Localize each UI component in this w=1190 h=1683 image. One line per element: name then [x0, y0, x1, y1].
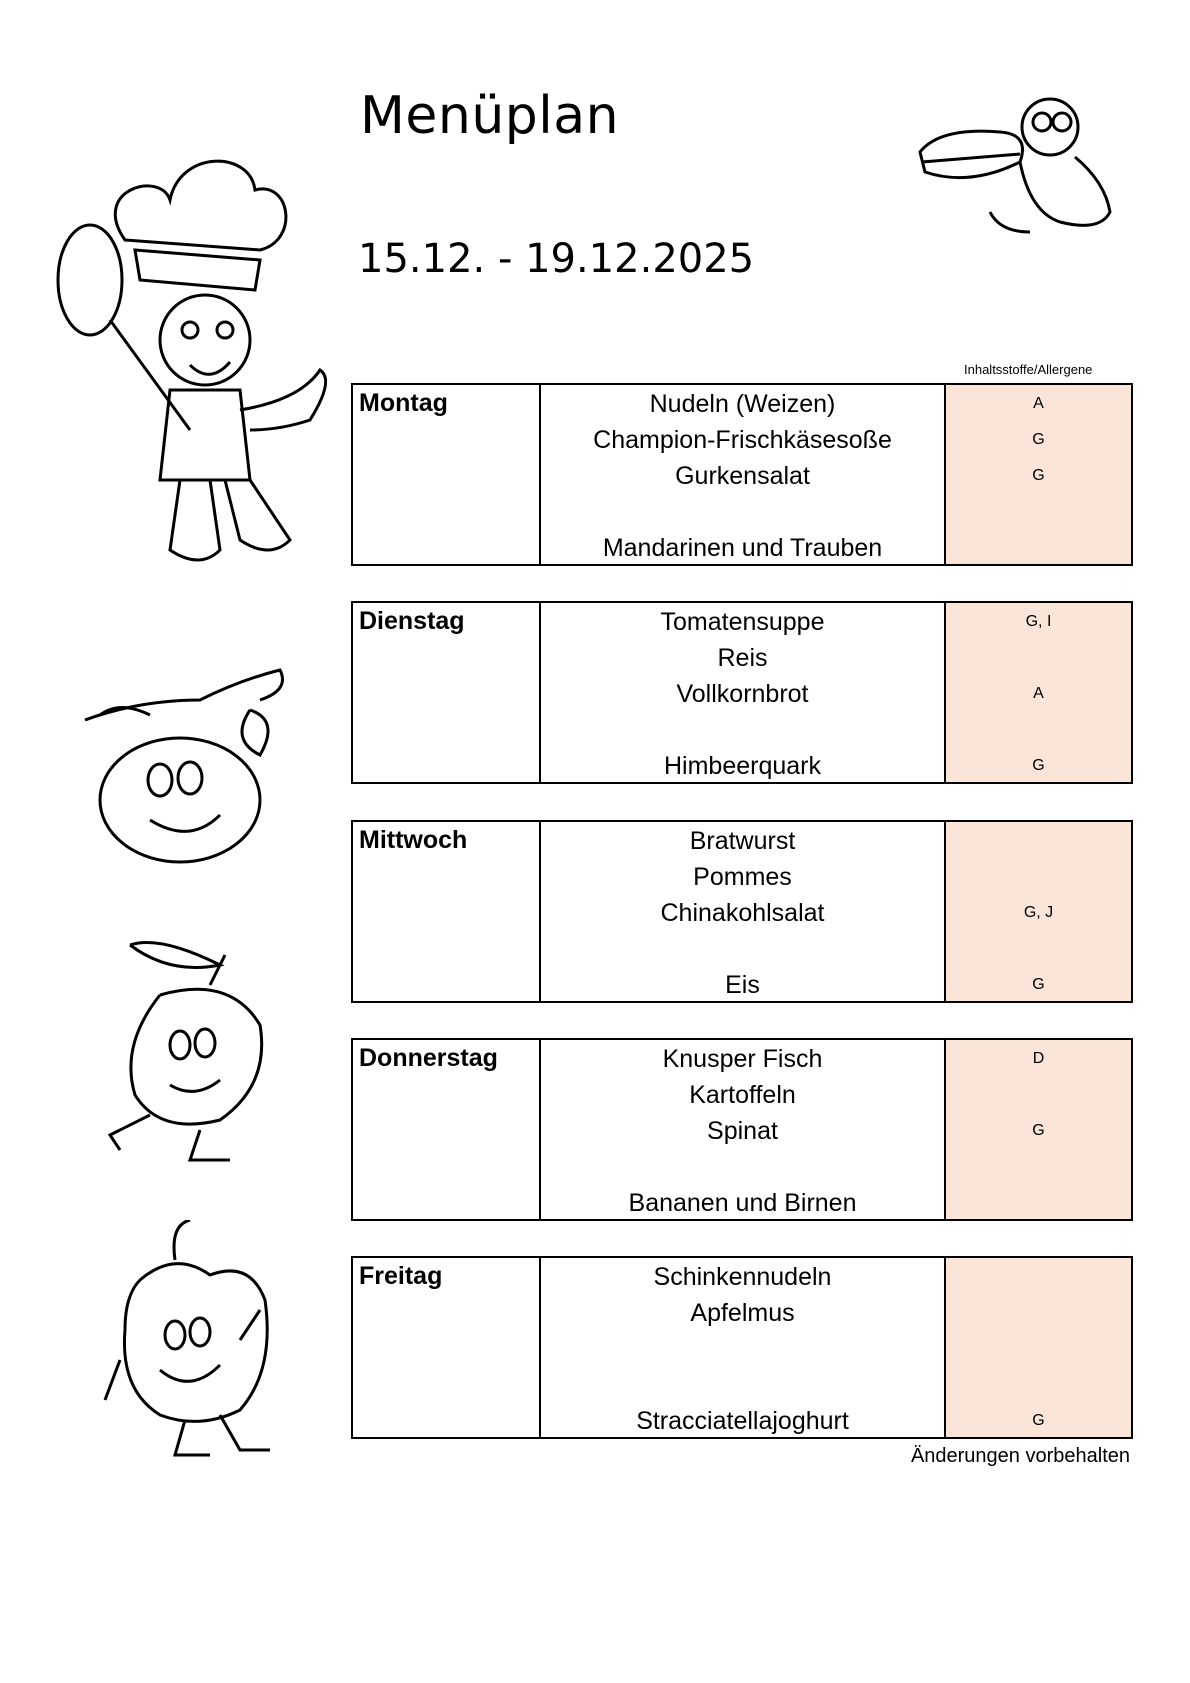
- meal-list: [541, 822, 946, 1001]
- pear-character-icon: [100, 935, 270, 1165]
- apple-character-icon: [80, 660, 295, 875]
- allergen-code: A: [1033, 685, 1044, 702]
- date-range: 15.12. - 19.12.2025: [358, 236, 755, 282]
- dish: Bratwurst: [689, 827, 796, 855]
- day-table-mittwoch: [351, 820, 1133, 1003]
- dish: Apfelmus: [690, 1299, 795, 1327]
- allergen-code: A: [1033, 395, 1044, 412]
- allergen-code: G: [1032, 431, 1045, 448]
- dish: Knusper Fisch: [662, 1045, 823, 1073]
- day-label: Freitag: [353, 1258, 541, 1437]
- page-title: Menüplan: [360, 86, 620, 146]
- allergen-code: G: [1032, 467, 1045, 484]
- meal-list: [541, 603, 946, 782]
- pepper-character-icon: [100, 1220, 290, 1460]
- dish: Stracciatellajoghurt: [636, 1407, 849, 1435]
- allergen-code: G: [1032, 976, 1045, 993]
- dish: Pommes: [693, 863, 792, 891]
- meal-list: [541, 1040, 946, 1219]
- sandwich-cat-icon: [910, 92, 1115, 242]
- dish: Spinat: [707, 1117, 778, 1145]
- allergen-list: [946, 1040, 1131, 1219]
- allergen-code: D: [1032, 1050, 1045, 1067]
- dish: Champion-Frischkäsesoße: [593, 426, 892, 454]
- allergen-header: Inhaltsstoffe/Allergene: [964, 362, 1093, 377]
- allergen-list: [946, 822, 1131, 1001]
- dish: Gurkensalat: [675, 462, 810, 490]
- allergen-code: G: [1032, 757, 1045, 774]
- dish: Eis: [725, 971, 760, 999]
- day-label: Donnerstag: [353, 1040, 541, 1219]
- day-label: Mittwoch: [353, 822, 541, 1001]
- allergen-list: [946, 385, 1131, 564]
- allergen-code: G: [1032, 1412, 1045, 1429]
- dish: Bananen und Birnen: [628, 1189, 857, 1217]
- dish: Mandarinen und Trauben: [602, 534, 883, 562]
- meal-list: [541, 1258, 946, 1437]
- dish: Tomatensuppe: [660, 608, 825, 636]
- allergen-code: G, J: [1023, 904, 1054, 921]
- allergen-code: G: [1032, 1122, 1045, 1139]
- dish: Himbeerquark: [663, 752, 821, 780]
- dish: Schinkennudeln: [653, 1263, 832, 1291]
- day-table-montag: [351, 383, 1133, 566]
- dish: Kartoffeln: [689, 1081, 796, 1109]
- allergen-code: G, I: [1025, 613, 1052, 630]
- footer-note: Änderungen vorbehalten: [910, 1445, 1130, 1467]
- dish: Vollkornbrot: [676, 680, 809, 708]
- day-table-freitag: [351, 1256, 1133, 1439]
- allergen-list: [946, 603, 1131, 782]
- day-label: Montag: [353, 385, 541, 564]
- day-label: Dienstag: [353, 603, 541, 782]
- dish: Reis: [717, 644, 768, 672]
- day-table-dienstag: [351, 601, 1133, 784]
- allergen-list: [946, 1258, 1131, 1437]
- chef-boy-icon: [50, 130, 350, 580]
- day-table-donnerstag: [351, 1038, 1133, 1221]
- meal-list: [541, 385, 946, 564]
- dish: Chinakohlsalat: [660, 899, 825, 927]
- dish: Nudeln (Weizen): [649, 390, 836, 418]
